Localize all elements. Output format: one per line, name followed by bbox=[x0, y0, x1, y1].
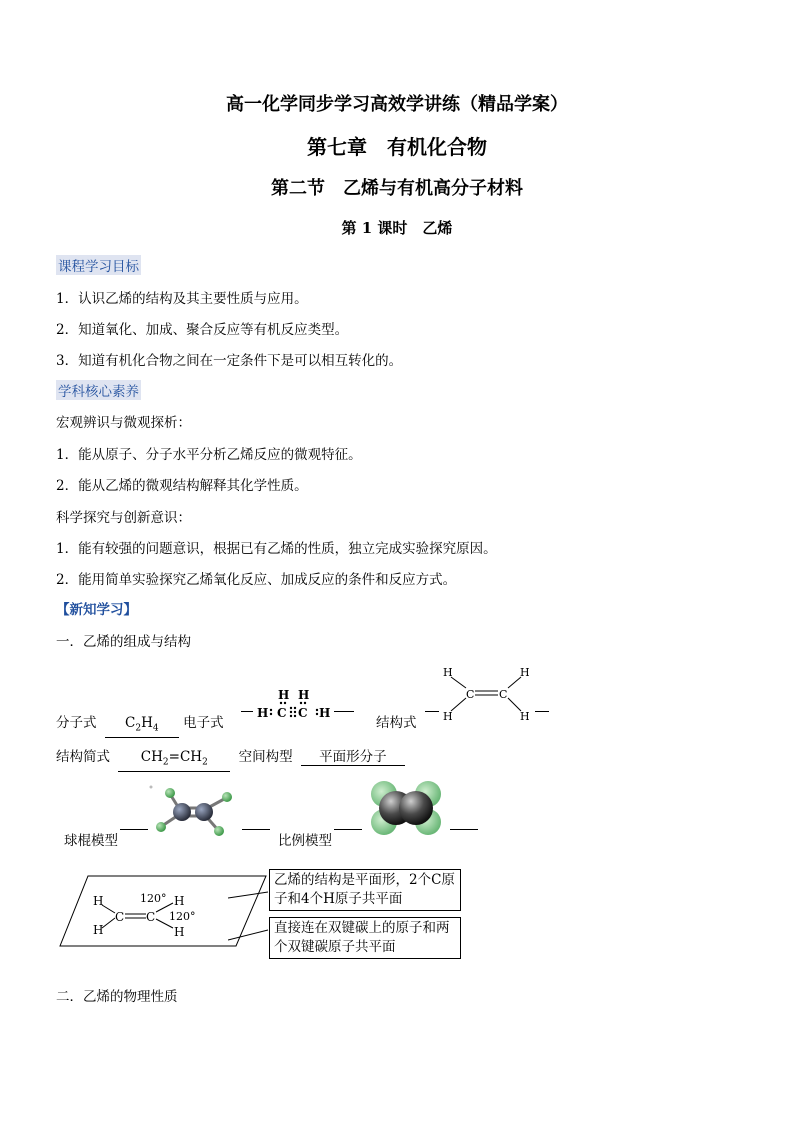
plane-c-right: C bbox=[146, 910, 156, 924]
literacy-group1-title: 宏观辨识与微观探析： bbox=[56, 415, 191, 431]
literacy-group2-item-2: 2．能用简单实验探究乙烯氧化反应、加成反应的条件和反应方式。 bbox=[56, 572, 457, 588]
goals-label: 课程学习目标 bbox=[56, 255, 141, 275]
space-fill-label: 比例模型 bbox=[278, 833, 332, 849]
literacy-group2-title: 科学探究与创新意识： bbox=[56, 510, 191, 526]
literacy-label: 学科核心素养 bbox=[56, 380, 141, 400]
angle-label-top: 120° bbox=[140, 892, 167, 905]
molecular-formula-value: $C_2H_4$ bbox=[105, 715, 179, 738]
struct-h-bottom-right: H bbox=[520, 710, 530, 723]
goal-item-3: 3．知道有机化合物之间在一定条件下是可以相互转化的。 bbox=[56, 353, 403, 369]
section-title: 第二节 乙烯与有机高分子材料 bbox=[271, 178, 523, 199]
simplified-formula-row bbox=[56, 745, 405, 772]
simplified-formula-label: 结构简式 bbox=[56, 749, 110, 765]
struct-c-right: C bbox=[499, 688, 508, 701]
space-fill-blank-right bbox=[450, 829, 478, 830]
plane-h-bottom-left: H bbox=[93, 923, 104, 937]
lesson-title: 第 1 课时 乙烯 bbox=[341, 219, 453, 237]
structural-formula-diagram bbox=[437, 660, 537, 726]
electron-formula-label: 电子式 bbox=[183, 715, 224, 731]
electron-c-left: C bbox=[277, 706, 287, 720]
plane-note-box-1: 乙烯的结构是平面形，2个C原子和4个H原子共平面 bbox=[269, 869, 461, 911]
goal-item-2: 2．知道氧化、加成、聚合反应等有机反应类型。 bbox=[56, 322, 349, 338]
plane-note-box-2: 直接连在双键碳上的原子和两个双键碳原子共平面 bbox=[269, 917, 461, 959]
struct-c-left: C bbox=[466, 688, 475, 701]
electron-formula-blank-right bbox=[334, 711, 354, 712]
struct-h-top-left: H bbox=[443, 666, 453, 679]
ball-stick-model-image bbox=[146, 780, 242, 844]
spatial-config-value: 平面形分子 bbox=[301, 749, 405, 766]
electron-h-left: H bbox=[257, 706, 269, 720]
space-fill-blank-left bbox=[334, 829, 362, 830]
literacy-group1-item-1: 1．能从原子、分子水平分析乙烯反应的微观特征。 bbox=[56, 447, 362, 463]
literacy-group2-item-1: 1．能有较强的问题意识，根据已有乙烯的性质，独立完成实验探究原因。 bbox=[56, 541, 497, 557]
electron-c-right: C bbox=[298, 706, 308, 720]
electron-formula-blank-left bbox=[241, 711, 253, 712]
chapter-title: 第七章 有机化合物 bbox=[307, 135, 487, 159]
new-knowledge-label: 【新知学习】 bbox=[56, 602, 137, 618]
space-filling-model-image bbox=[368, 778, 444, 838]
plane-h-top-left: H bbox=[93, 894, 104, 908]
electron-h-top-right: H bbox=[298, 688, 310, 702]
structural-formula-blank-right bbox=[535, 711, 549, 712]
ball-stick-label: 球棍模型 bbox=[64, 833, 118, 849]
plane-c-left: C bbox=[115, 910, 125, 924]
simplified-formula-value: $CH_2=CH_2$ bbox=[118, 749, 230, 772]
part2-title: 二．乙烯的物理性质 bbox=[56, 989, 178, 1005]
literacy-group1-item-2: 2．能从乙烯的微观结构解释其化学性质。 bbox=[56, 478, 308, 494]
goal-item-1: 1．认识乙烯的结构及其主要性质与应用。 bbox=[56, 291, 308, 307]
plane-h-top-right: H bbox=[174, 894, 185, 908]
plane-h-bottom-right: H bbox=[174, 925, 185, 939]
part1-title: 一．乙烯的组成与结构 bbox=[56, 634, 191, 650]
electron-h-top-left: H bbox=[278, 688, 290, 702]
angle-label-right: 120° bbox=[169, 910, 196, 923]
ball-stick-blank-right bbox=[242, 829, 270, 830]
molecular-formula-label: 分子式 bbox=[56, 715, 97, 731]
spatial-config-label: 空间构型 bbox=[238, 749, 293, 765]
document-title: 高一化学同步学习高效学讲练（精品学案） bbox=[226, 94, 568, 115]
plane-connector-lines bbox=[228, 880, 272, 944]
molecular-formula-row bbox=[56, 711, 224, 738]
structural-formula-label: 结构式 bbox=[376, 715, 417, 731]
struct-h-bottom-left: H bbox=[443, 710, 453, 723]
electron-h-right: H bbox=[319, 706, 331, 720]
ball-stick-blank-left bbox=[120, 829, 148, 830]
struct-h-top-right: H bbox=[520, 666, 530, 679]
electron-formula-diagram bbox=[254, 686, 334, 726]
